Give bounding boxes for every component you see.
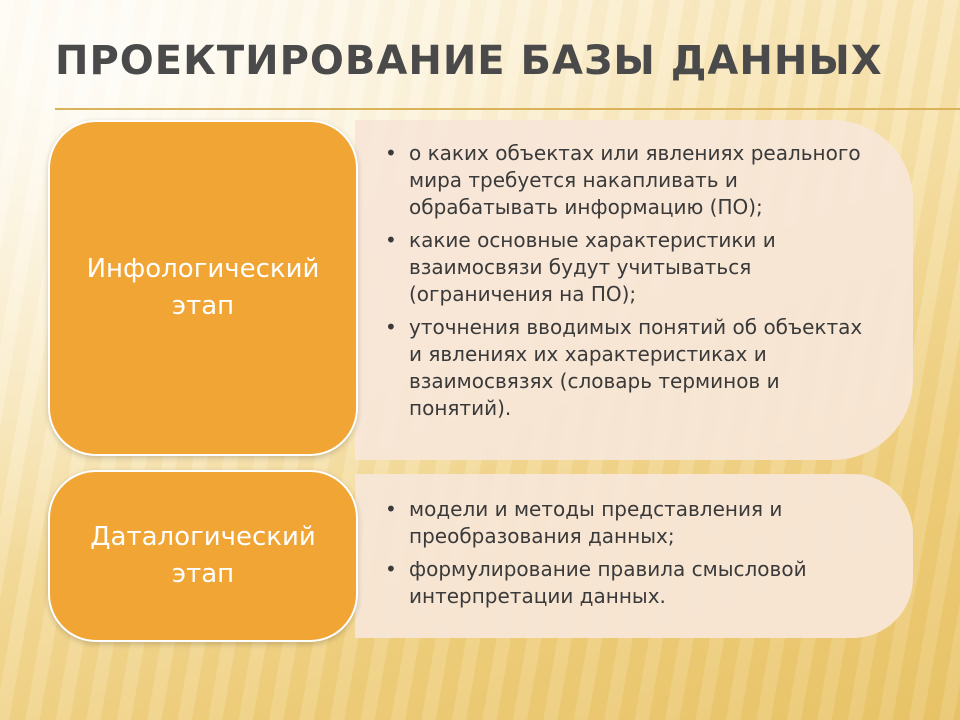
stage-datalogical-box xyxy=(48,470,358,642)
stage-1-bullet-1: • о каких объектах или явлениях реального мира требуется накапливать и обрабатывать информацию (ПО); xyxy=(385,140,879,221)
stage-infological-box xyxy=(48,120,358,456)
stage-2-label: Даталогический этап xyxy=(90,522,316,589)
title-divider xyxy=(55,108,960,110)
stage-1-description-panel xyxy=(355,120,913,460)
stage-1-bullet-list xyxy=(385,140,879,422)
stage-2-description-panel xyxy=(355,474,913,638)
stage-2-bullet-2: • формулирование правила смысловой интерпретации данных. xyxy=(385,556,879,610)
stage-1-label: Инфологический этап xyxy=(86,254,320,321)
stage-2-bullet-1: • модели и методы представления и преобразования данных; xyxy=(385,496,879,550)
stage-1-bullet-3: • уточнения вводимых понятий об объектах и явлениях их характеристиках и взаимосвязях (словарь терминов и понятий). xyxy=(385,314,879,422)
stage-2-bullet-list xyxy=(385,496,879,610)
slide-title: ПРОЕКТИРОВАНИЕ БАЗЫ ДАННЫХ xyxy=(55,38,883,84)
stage-1-bullet-2: • какие основные характеристики и взаимосвязи будут учитываться (ограничения на ПО); xyxy=(385,227,879,308)
